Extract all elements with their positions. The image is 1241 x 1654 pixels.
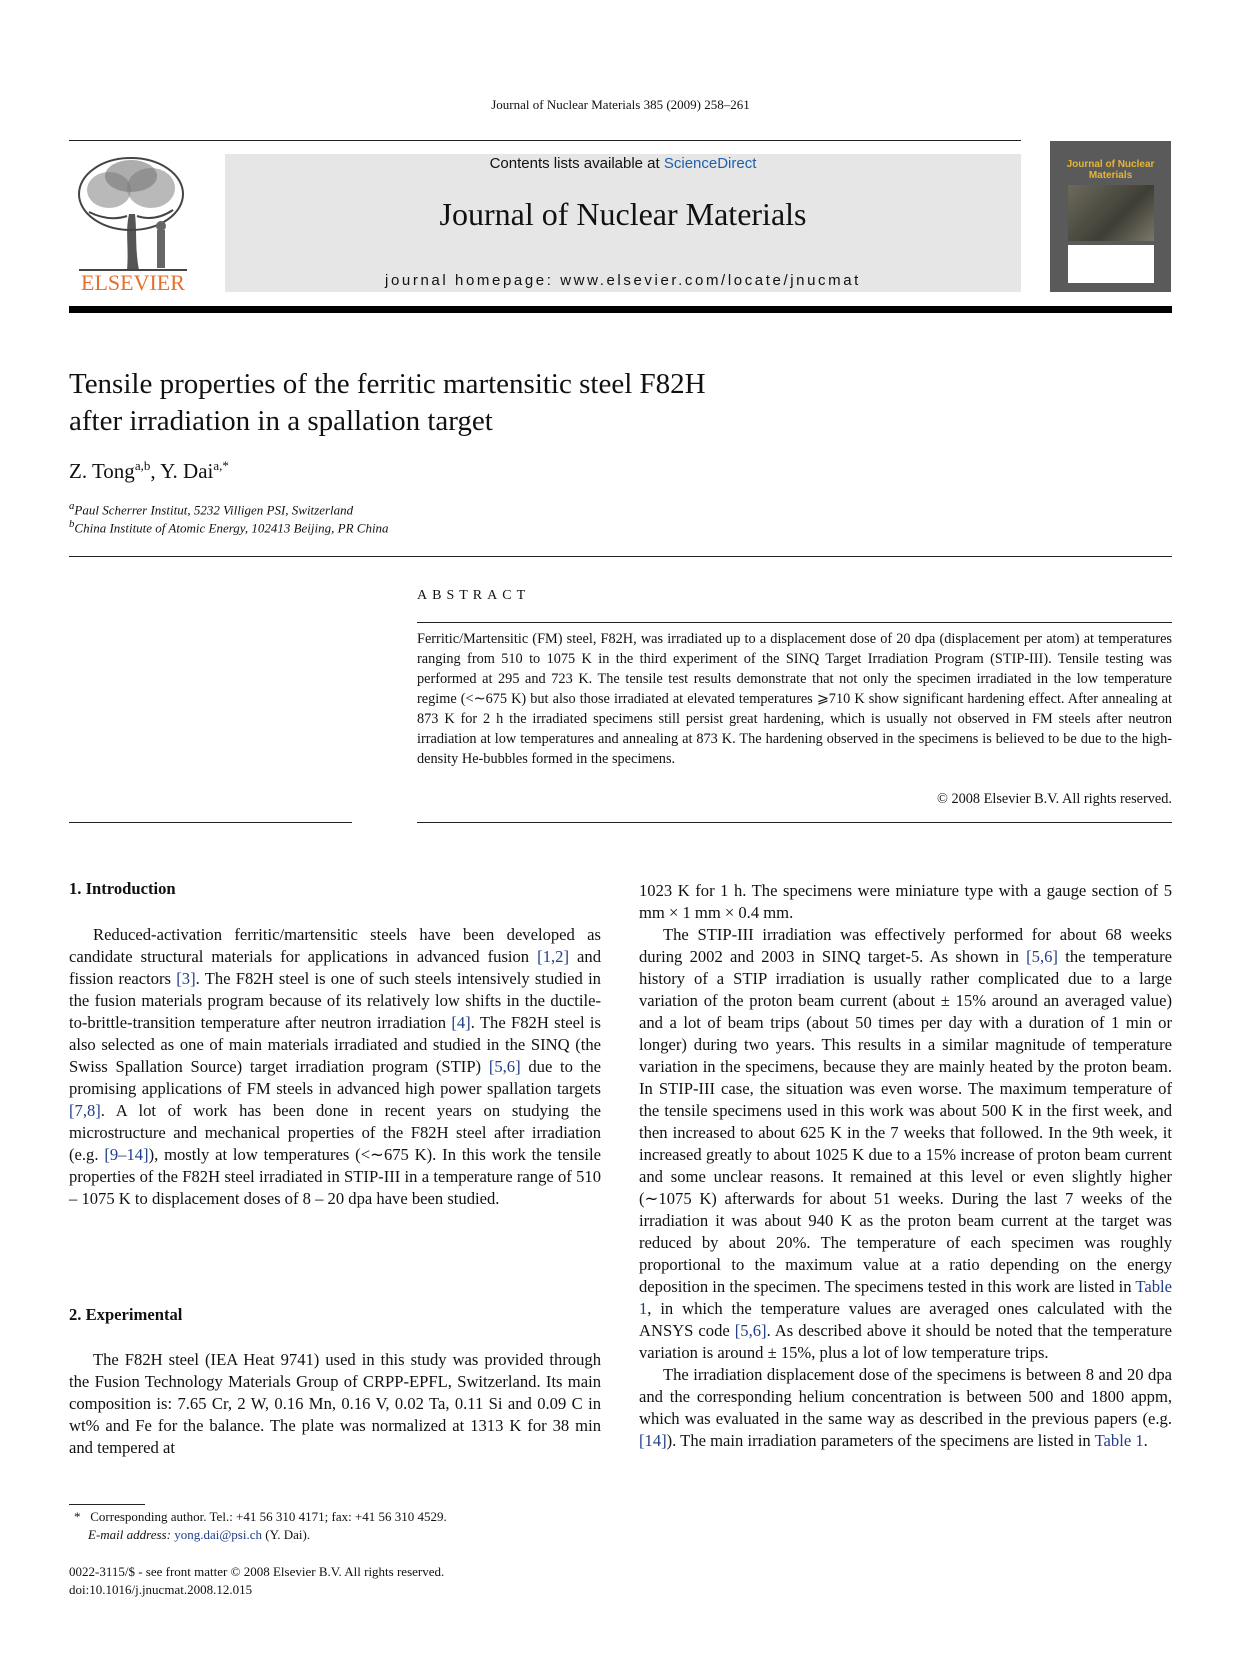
email-suffix: (Y. Dai). bbox=[261, 1527, 311, 1542]
contents-prefix: Contents lists available at bbox=[489, 155, 664, 172]
text-run: . As described above it should be noted that the temperature variation is around ± 15%, plus a lot of low temperature trips. bbox=[639, 1321, 1172, 1362]
contents-line bbox=[225, 155, 1021, 172]
citation-link[interactable]: [5,6] bbox=[488, 1057, 521, 1076]
title-line-2: after irradiation in a spallation target bbox=[69, 405, 493, 437]
author-2: Y. Dai bbox=[160, 459, 214, 483]
text-run: The STIP-III irradiation was effectively performed for about 68 weeks during 2002 and 2003 in SINQ target-5. As shown in bbox=[639, 925, 1172, 966]
text-run: . The F82H steel is also selected as one of main materials irradiated and studied in the SINQ (the Swiss Spallation Source) target irradiation program (STIP) bbox=[69, 1013, 601, 1076]
keywords-rule bbox=[69, 822, 352, 823]
affiliation-a bbox=[69, 500, 353, 518]
header-rule bbox=[69, 140, 1021, 141]
text-run: and fission reactors bbox=[69, 947, 601, 988]
title-line-1: Tensile properties of the ferritic martensitic steel F82H bbox=[69, 368, 706, 400]
issn-block bbox=[69, 1563, 629, 1599]
journal-reference: Journal of Nuclear Materials 385 (2009) 258–261 bbox=[491, 97, 750, 112]
table-link[interactable]: Table 1 bbox=[639, 1277, 1172, 1318]
table-link[interactable]: Table 1 bbox=[1094, 1431, 1144, 1450]
text-run: the temperature history of a STIP irradiation is usually rather complicated due to a large variation of the proton beam current (about ± 15% around an averaged value) and a lot of beam trips (about 50 times per day with a duration of 1 min or longer) during two years. This results in a similar magnitude of temperature variation in the specimens, because they are mainly heated by the proton beam. In STIP-III case, the situation was even worse. The maximum temperature of the tensile specimens used in this work was about 500 K in the first week, and then increased to about 625 K in the 7 weeks that followed. In the 9th week, it increased greatly to about 1025 K due to a 15% increase of proton beam current and some unclear reasons. It remained at this level or even slightly higher (∼1075 K) afterwards for about 51 weeks. During the last 7 weeks of the irradiation it was about 940 K as the proton beam current at the target was reduced by about 20%. The temperature of each specimen was roughly proportional to the maximum value at a ratio depending on the energy deposition in the specimen. The specimens tested in this work are listed in bbox=[639, 947, 1172, 1296]
affiliation-a-marker: a bbox=[69, 500, 75, 512]
introduction-paragraph bbox=[69, 924, 601, 1210]
abstract-copyright: © 2008 Elsevier B.V. All rights reserved. bbox=[937, 791, 1172, 807]
cover-bottom-panel bbox=[1068, 245, 1154, 283]
footnote bbox=[74, 1508, 634, 1544]
text-run: ), mostly at low temperatures (<∼675 K). In this work the tensile properties of the F82H steel irradiated in STIP-III in a temperature range of 510 – 1075 K to displacement doses of 8 – 20 dpa have been studied. bbox=[69, 1145, 601, 1208]
affiliation-a-text: Paul Scherrer Institut, 5232 Villigen PSI, Switzerland bbox=[74, 502, 354, 518]
journal-cover-image bbox=[1050, 141, 1171, 292]
abstract-bottom-rule bbox=[417, 822, 1172, 823]
author-separator: , bbox=[150, 459, 161, 483]
cover-title: Journal of Nuclear Materials bbox=[1066, 159, 1155, 181]
article-title bbox=[69, 366, 869, 440]
issn-line: 0022-3115/$ - see front matter © 2008 Elsevier B.V. All rights reserved. bbox=[69, 1564, 445, 1579]
citation-link[interactable]: [7,8] bbox=[69, 1101, 101, 1120]
elsevier-wordmark: ELSEVIER bbox=[81, 270, 185, 295]
text-run: . The F82H steel is one of such steels intensively studied in the fusion materials program because of its relatively low shifts in the ductile-to-brittle-transition temperature after neutron irradiation bbox=[69, 969, 601, 1032]
header-thick-rule bbox=[69, 306, 1172, 313]
email-link[interactable]: yong.dai@psi.ch bbox=[174, 1527, 262, 1542]
sciencedirect-link[interactable]: ScienceDirect bbox=[663, 155, 757, 172]
section-heading-experimental: 2. Experimental bbox=[69, 1305, 183, 1324]
footnote-marker: * bbox=[74, 1509, 81, 1524]
experimental-paragraph bbox=[69, 1349, 601, 1459]
experimental-body: The F82H steel (IEA Heat 9741) used in this study was provided through the Fusion Technology Materials Group of CRPP-EPFL, Switzerland. Its main composition is: 7.65 Cr, 2 W, 0.16 Mn, 0.16 V, 0.02 Ta, 0.11 Si and 0.09 C in wt% and Fe for the balance. The plate was normalized at 1313 K for 38 min and tempered at bbox=[69, 1350, 601, 1457]
affiliation-b-marker: b bbox=[69, 518, 75, 530]
footnote-contact: Corresponding author. Tel.: +41 56 310 4171; fax: +41 56 310 4529. bbox=[90, 1509, 447, 1524]
email-label: E-mail address: bbox=[88, 1527, 171, 1542]
journal-name: Journal of Nuclear Materials bbox=[439, 196, 807, 232]
section-rule bbox=[69, 556, 1172, 557]
author-1-affiliation: a,b bbox=[134, 458, 151, 473]
text-run: , in which the temperature values are averaged ones calculated with the ANSYS code bbox=[639, 1299, 1172, 1340]
affiliation-b-text: China Institute of Atomic Energy, 102413 Beijing, PR China bbox=[74, 520, 389, 536]
journal-homepage[interactable]: journal homepage: www.elsevier.com/locate/jnucmat bbox=[385, 272, 861, 289]
right-column bbox=[639, 880, 1172, 1452]
abstract-text: Ferritic/Martensitic (FM) steel, F82H, was irradiated up to a displacement dose of 20 dpa (displacement per atom) at temperatures ranging from 510 to 1075 K in the third experiment of the SINQ Target Irradiation Program (STIP-III). Tensile testing was performed at 295 and 723 K. The tensile test results demonstrate that not only the specimen irradiated in the low temperature regime (<∼675 K) but also those irradiated at elevated temperatures ⩾710 K show significant hardening effect. After annealing at 873 K for 2 h the irradiated specimens still persist great hardening, which is usually not observed in FM steels after neutron irradiation at low temperatures and annealing at 873 K. The hardening observed in the specimens is believed to be due to the high-density He-bubbles formed in the specimens. bbox=[417, 631, 1172, 767]
abstract-top-rule bbox=[417, 622, 1172, 623]
doi-line[interactable]: doi:10.1016/j.jnucmat.2008.12.015 bbox=[69, 1582, 253, 1597]
text-run: ). The main irradiation parameters of the specimens are listed in bbox=[666, 1431, 1095, 1450]
text-run: The irradiation displacement dose of the specimens is between 8 and 20 dpa and the corresponding helium concentration is between 500 and 1800 appm, which was evaluated in the same way as described in the previous papers (e.g. bbox=[639, 1365, 1172, 1428]
footnote-line-1 bbox=[74, 1508, 634, 1526]
citation-link[interactable]: [1,2] bbox=[537, 947, 569, 966]
citation-link[interactable]: [3] bbox=[176, 969, 196, 988]
author-1: Z. Tong bbox=[69, 459, 135, 483]
footnote-line-2 bbox=[74, 1526, 634, 1544]
elsevier-logo bbox=[69, 152, 197, 295]
citation-link[interactable]: [5,6] bbox=[1026, 947, 1058, 966]
text-run: . bbox=[1143, 1431, 1148, 1450]
irradiation-history-paragraph bbox=[639, 924, 1172, 1364]
author-list bbox=[69, 458, 229, 484]
text-run: . A lot of work has been done in recent years on studying the microstructure and mechanical properties of the F82H steel after irradiation (e.g. bbox=[69, 1101, 601, 1164]
citation-link[interactable]: [4] bbox=[451, 1013, 471, 1032]
text-run: Reduced-activation ferritic/martensitic steels have been developed as candidate structural materials for applications in advanced fusion bbox=[69, 925, 601, 966]
section-heading-introduction: 1. Introduction bbox=[69, 879, 176, 898]
citation-link[interactable]: [14] bbox=[639, 1431, 667, 1450]
specimen-paragraph: 1023 K for 1 h. The specimens were miniature type with a gauge section of 5 mm × 1 mm × 0.4 mm. bbox=[639, 881, 1172, 922]
footnote-rule bbox=[69, 1504, 145, 1505]
citation-link[interactable]: [5,6] bbox=[734, 1321, 767, 1340]
citation-link[interactable]: [9–14] bbox=[104, 1145, 149, 1164]
abstract-heading: ABSTRACT bbox=[417, 588, 531, 603]
cover-micrograph bbox=[1068, 185, 1154, 241]
text-run: due to the promising applications of FM steels in advanced high power spallation targets bbox=[69, 1057, 601, 1098]
dose-paragraph bbox=[639, 1364, 1172, 1452]
author-2-affiliation: a,* bbox=[213, 458, 229, 473]
intro-body bbox=[69, 924, 601, 1210]
affiliation-b bbox=[69, 518, 389, 536]
